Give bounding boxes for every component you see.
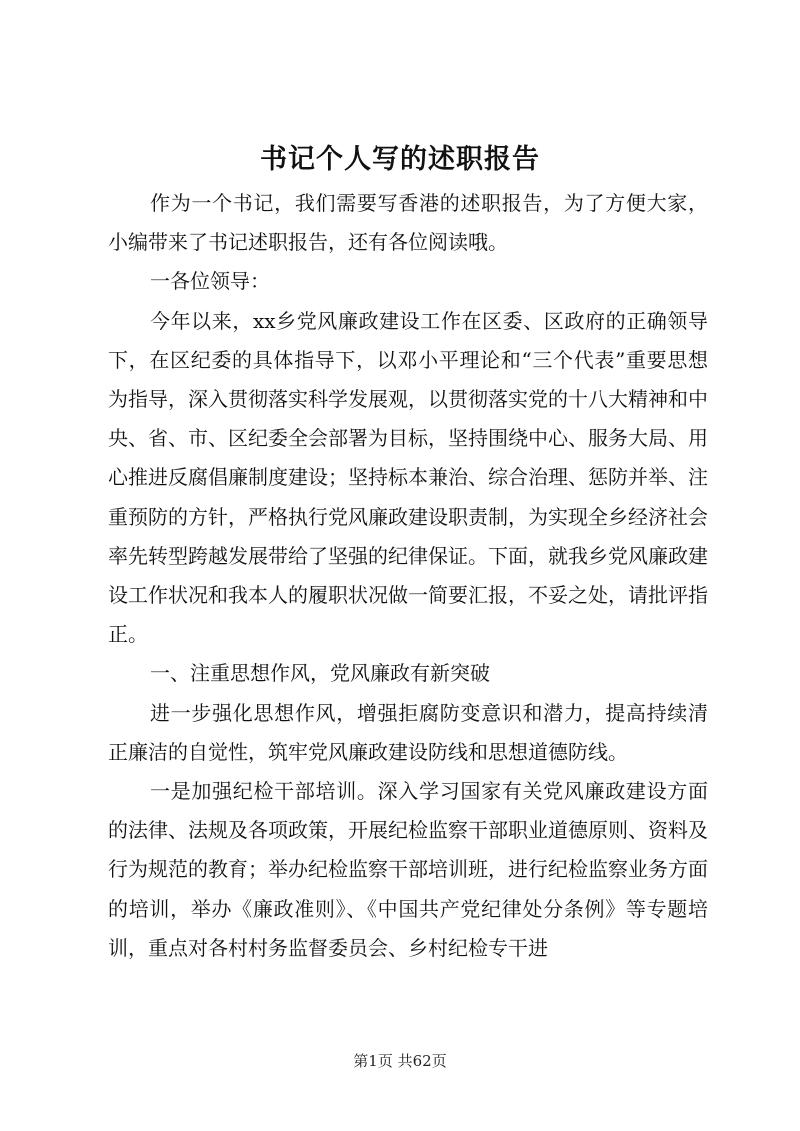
intro-paragraph: 作为一个书记，我们需要写香港的述职报告，为了方便大家，小编带来了书记述职报告，还有各位阅读哦。: [108, 191, 708, 255]
page-footer: 第1页 共62页: [353, 1052, 447, 1070]
salutation-paragraph: 一各位领导：: [150, 269, 270, 294]
body-paragraph: 进一步强化思想作风，增强拒腐防变意识和潜力，提高持续清正廉洁的自觉性，筑牢党风廉政建设防线和思想道德防线。: [108, 700, 708, 764]
document-title: 书记个人写的述职报告: [260, 144, 540, 175]
body-paragraph: 一是加强纪检干部培训。深入学习国家有关党风廉政建设方面的法律、法规及各项政策，开展纪检监察干部职业道德原则、资料及行为规范的教育；举办纪检监察干部培训班，进行纪检监察业务方面的培训，举办《廉政准则》、《中国共产党纪律处分条例》等专题培训，重点对各村村务监督委员会、乡村纪检专干进: [108, 779, 708, 960]
body-paragraph: 今年以来，xx乡党风廉政建设工作在区委、区政府的正确领导下，在区纪委的具体指导下，以邓小平理论和“三个代表”重要思想为指导，深入贯彻落实科学发展观，以贯彻落实党的十八大精神和中央、省、市、区纪委全会部署为目标，坚持围绕中心、服务大局、用心推进反腐倡廉制度建设；坚持标本兼治、综合治理、惩防并举、注重预防的方针，严格执行党风廉政建设职责制，为实现全乡经济社会率先转型跨越发展带给了坚强的纪律保证。下面，就我乡党风廉政建设工作状况和我本人的履职状况做一简要汇报，不妥之处，请批评指正。: [108, 308, 708, 647]
section-heading: 一、注重思想作风，党风廉政有新突破: [150, 661, 490, 686]
document-body: [108, 184, 708, 968]
